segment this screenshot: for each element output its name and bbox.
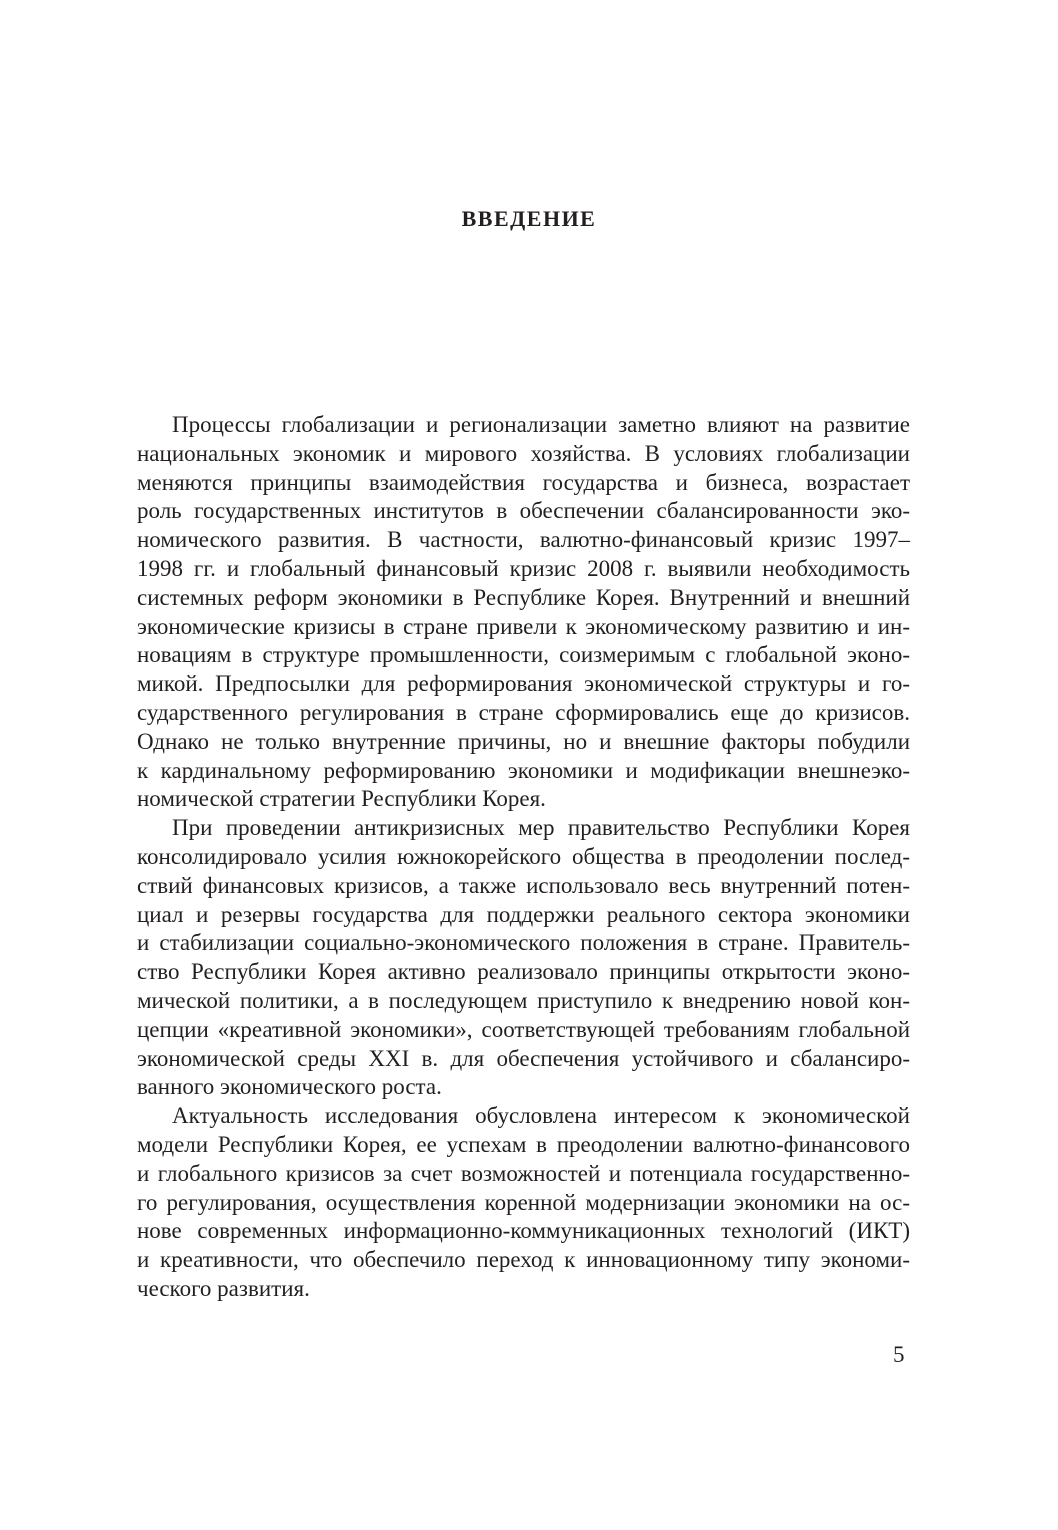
- paragraph: [137, 1102, 910, 1304]
- text-line: сударственного регулирования в стране сформировались еще до кризисов.: [137, 699, 910, 725]
- text-line: ческого развития.: [137, 1275, 310, 1301]
- text-line: Процессы глобализации и регионализации заметно влияют на развитие: [172, 412, 910, 437]
- page-number: 5: [893, 1342, 905, 1367]
- text-line: го регулирования, осуществления коренной модернизации экономики на ос-: [137, 1189, 910, 1215]
- text-line: номической стратегии Республики Корея.: [137, 786, 546, 812]
- text-line: При проведении антикризисных мер правительство Республики Корея: [172, 815, 910, 841]
- text-line: цепции «креативной экономики», соответствующей требованиям глобальной: [137, 1016, 910, 1042]
- text-line: новациям в структуре промышленности, соизмеримым с глобальной эконо-: [137, 642, 910, 668]
- text-line: и стабилизации социально-экономического положения в стране. Правитель-: [137, 930, 910, 956]
- text-line: ствий финансовых кризисов, а также использовало весь внутренний потен-: [137, 872, 910, 898]
- chapter-heading: ВВЕДЕНИЕ: [461, 206, 597, 231]
- paragraph: [137, 411, 910, 814]
- paragraph: [137, 814, 910, 1102]
- text-line: ство Республики Корея активно реализовало принципы открытости эконо-: [137, 959, 910, 985]
- text-line: модели Республики Корея, ее успехам в преодолении валютно-финансового: [137, 1131, 910, 1157]
- text-line: Актуальность исследования обусловлена интересом к экономической: [172, 1103, 910, 1129]
- text-line: мической политики, а в последующем приступило к внедрению новой кон-: [137, 987, 910, 1013]
- text-line: и креативности, что обеспечило переход к инновационному типу экономи-: [137, 1247, 910, 1273]
- text-line: роль государственных институтов в обеспечении сбалансированности эко-: [137, 498, 910, 524]
- text-line: системных реформ экономики в Республике Корея. Внутренний и внешний: [137, 584, 910, 610]
- text-line: 1998 гг. и глобальный финансовый кризис 2008 г. выявили необходимость: [137, 555, 910, 581]
- text-line: к кардинальному реформированию экономики и модификации внешнеэко-: [137, 757, 910, 783]
- text-line: меняются принципы взаимодействия государства и бизнеса, возрастает: [137, 469, 910, 495]
- text-line: экономической среды XXI в. для обеспечения устойчивого и сбалансиро-: [137, 1045, 910, 1071]
- text-line: экономические кризисы в стране привели к экономическому развитию и ин-: [137, 613, 910, 639]
- text-line: и глобального кризисов за счет возможностей и потенциала государственно-: [137, 1160, 910, 1186]
- text-line: циал и резервы государства для поддержки реального сектора экономики: [137, 901, 910, 927]
- text-line: национальных экономик и мирового хозяйства. В условиях глобализации: [137, 440, 910, 466]
- text-line: номического развития. В частности, валютно-финансовый кризис 1997–: [137, 527, 910, 553]
- text-line: нове современных информационно-коммуникационных технологий (ИКТ): [137, 1218, 910, 1244]
- text-line: Однако не только внутренние причины, но и внешние факторы побудили: [137, 728, 910, 754]
- text-line: микой. Предпосылки для реформирования экономической структуры и го-: [137, 671, 910, 697]
- text-line: консолидировало усилия южнокорейского общества в преодолении послед-: [137, 843, 910, 869]
- text-line: ванного экономического роста.: [137, 1074, 442, 1100]
- body-text: [137, 411, 910, 1304]
